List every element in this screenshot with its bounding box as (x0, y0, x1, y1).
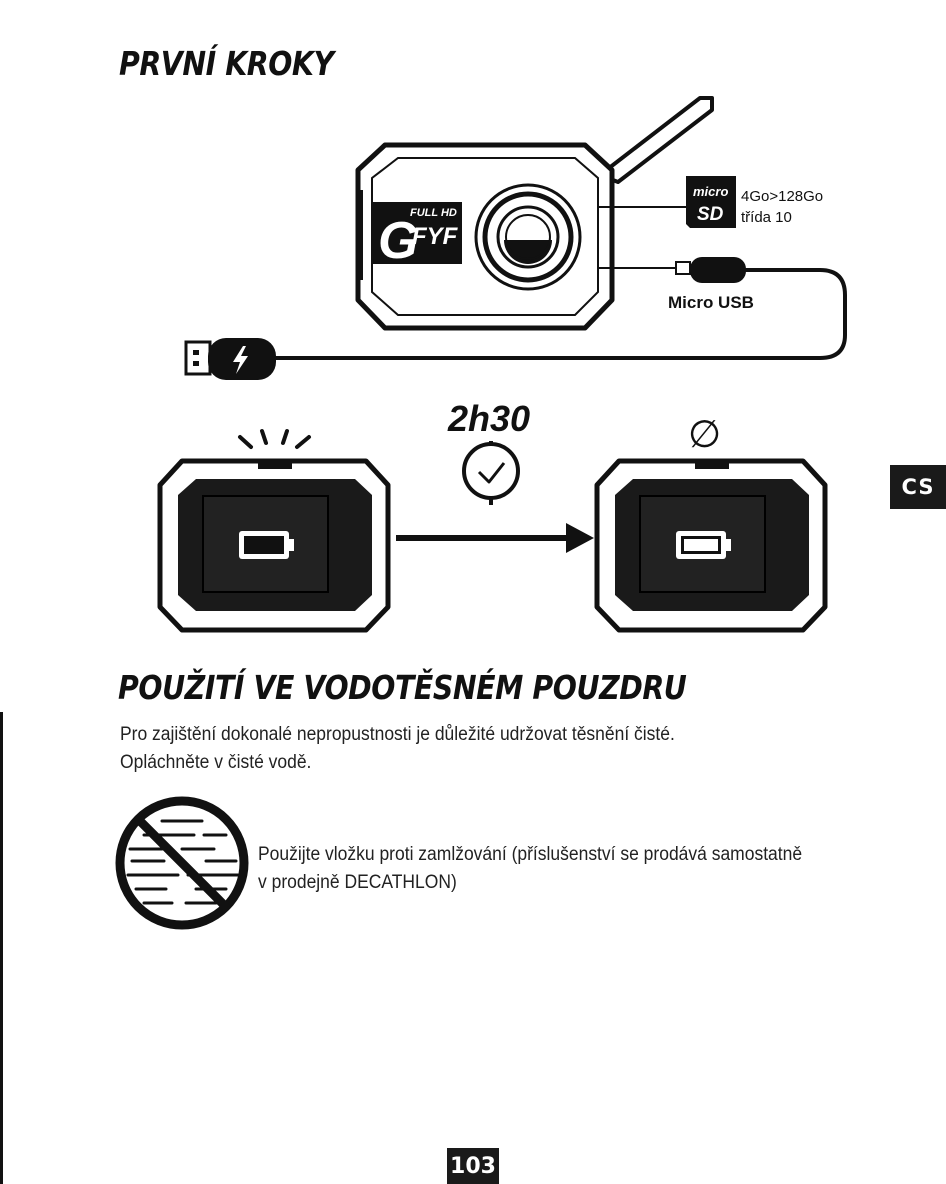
section-title-first-steps: PRVNÍ KROKY (119, 44, 334, 83)
camera-back-charged (597, 461, 825, 630)
led-blink-icon (240, 431, 309, 447)
sd-label: SD (697, 204, 724, 225)
usb-plug-icon (186, 338, 276, 380)
microsd-card-icon (686, 176, 736, 228)
page-edge-rule (0, 712, 3, 1184)
tip-text-line-2: v prodejně DECATHLON) (258, 872, 457, 893)
led-off-symbol: ∅ (688, 414, 722, 456)
body-text-line-2: Opláchněte v čisté vodě. (120, 752, 312, 773)
camera-connection-diagram (0, 0, 946, 400)
body-text-line-1: Pro zajištění dokonalé nepropustnosti je důležité udržovat těsnění čisté. (120, 724, 675, 745)
charging-diagram (0, 395, 946, 645)
tip-text-line-1: Použijte vložku proti zamlžování (příslušenství se prodává samostatně (258, 844, 803, 865)
sd-micro-label: micro (693, 184, 729, 199)
sd-class: třída 10 (741, 209, 792, 226)
page-number: 103 (447, 1148, 499, 1184)
micro-usb-plug-icon (676, 257, 746, 283)
sd-door-flap (600, 98, 712, 182)
language-tab: CS (890, 465, 946, 509)
micro-usb-label: Micro USB (668, 293, 754, 312)
clock-icon (464, 441, 518, 505)
charge-time: 2h30 (448, 398, 531, 439)
no-fog-icon (114, 793, 254, 933)
arrow-right-icon (396, 523, 594, 553)
camera-back-charging (160, 461, 388, 630)
section-title-waterproof-case: POUŽITÍ VE VODOTĚSNÉM POUZDRU (118, 668, 687, 707)
camera-logo-letter: G (378, 212, 419, 270)
camera-logo-top: FULL HD (410, 207, 457, 219)
sd-capacity: 4Go>128Go (741, 188, 824, 205)
camera-icon (358, 145, 612, 328)
battery-full-icon (676, 531, 731, 559)
camera-logo-main: FYF (412, 223, 458, 250)
battery-empty-icon (239, 531, 294, 559)
